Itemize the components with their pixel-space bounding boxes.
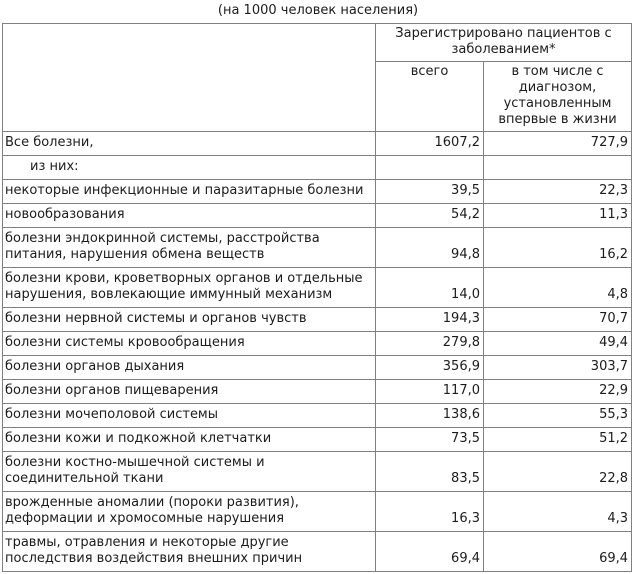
row-total-cell: 69,4 xyxy=(376,532,484,572)
row-label-cell: болезни мочеполовой системы xyxy=(3,404,376,428)
header-empty-cell xyxy=(3,24,376,132)
row-label-cell: болезни нервной системы и органов чувств xyxy=(3,308,376,332)
row-first-diagnosis-cell xyxy=(484,156,632,180)
table-row xyxy=(3,356,632,380)
morbidity-table xyxy=(2,23,632,572)
table-row xyxy=(3,308,632,332)
row-first-diagnosis-cell: 303,7 xyxy=(484,356,632,380)
header-total-cell: всего xyxy=(376,62,484,132)
table-row xyxy=(3,180,632,204)
table-row xyxy=(3,428,632,452)
row-label-cell: болезни костно-мышечной системы и соединительной ткани xyxy=(3,452,376,492)
table-row xyxy=(3,228,632,268)
table-row xyxy=(3,404,632,428)
table-row xyxy=(3,132,632,156)
row-label-cell: травмы, отравления и некоторые другие последствия воздействия внешних причин xyxy=(3,532,376,572)
row-label-cell: врожденные аномалии (пороки развития), деформации и хромосомные нарушения xyxy=(3,492,376,532)
row-label-cell: болезни эндокринной системы, расстройства питания, нарушения обмена веществ xyxy=(3,228,376,268)
header-group-cell: Зарегистрировано пациентов с заболеванием* xyxy=(376,24,632,62)
row-total-cell: 279,8 xyxy=(376,332,484,356)
row-label-cell: Все болезни, xyxy=(3,132,376,156)
row-total-cell: 14,0 xyxy=(376,268,484,308)
row-total-cell: 94,8 xyxy=(376,228,484,268)
row-label-cell: новообразования xyxy=(3,204,376,228)
row-first-diagnosis-cell: 22,3 xyxy=(484,180,632,204)
table-row xyxy=(3,492,632,532)
row-total-cell: 138,6 xyxy=(376,404,484,428)
table-body xyxy=(3,132,632,572)
row-total-cell: 16,3 xyxy=(376,492,484,532)
row-label-cell: болезни крови, кроветворных органов и отдельные нарушения, вовлекающие иммунный механизм xyxy=(3,268,376,308)
row-first-diagnosis-cell: 22,8 xyxy=(484,452,632,492)
table-caption: (на 1000 человек населения) xyxy=(217,3,419,18)
row-total-cell: 83,5 xyxy=(376,452,484,492)
row-first-diagnosis-cell: 4,3 xyxy=(484,492,632,532)
row-first-diagnosis-cell: 11,3 xyxy=(484,204,632,228)
row-first-diagnosis-cell: 51,2 xyxy=(484,428,632,452)
row-total-cell xyxy=(376,156,484,180)
row-label-cell: из них: xyxy=(3,156,376,180)
row-first-diagnosis-cell: 70,7 xyxy=(484,308,632,332)
table-row xyxy=(3,380,632,404)
row-label-cell: болезни системы кровообращения xyxy=(3,332,376,356)
row-first-diagnosis-cell: 55,3 xyxy=(484,404,632,428)
table-row xyxy=(3,452,632,492)
row-total-cell: 54,2 xyxy=(376,204,484,228)
row-total-cell: 39,5 xyxy=(376,180,484,204)
row-label-cell: болезни кожи и подкожной клетчатки xyxy=(3,428,376,452)
row-first-diagnosis-cell: 4,8 xyxy=(484,268,632,308)
row-first-diagnosis-cell: 69,4 xyxy=(484,532,632,572)
row-first-diagnosis-cell: 22,9 xyxy=(484,380,632,404)
table-row xyxy=(3,332,632,356)
row-total-cell: 117,0 xyxy=(376,380,484,404)
table-row xyxy=(3,156,632,180)
table-row xyxy=(3,268,632,308)
table-row xyxy=(3,204,632,228)
row-total-cell: 356,9 xyxy=(376,356,484,380)
row-label-cell: болезни органов пищеварения xyxy=(3,380,376,404)
row-first-diagnosis-cell: 16,2 xyxy=(484,228,632,268)
row-first-diagnosis-cell: 49,4 xyxy=(484,332,632,356)
header-first-diagnosis-cell: в том числе с диагнозом, установленным впервые в жизни xyxy=(484,62,632,132)
header-group-row xyxy=(3,24,632,62)
row-label-cell: некоторые инфекционные и паразитарные болезни xyxy=(3,180,376,204)
row-label-cell: болезни органов дыхания xyxy=(3,356,376,380)
row-first-diagnosis-cell: 727,9 xyxy=(484,132,632,156)
row-total-cell: 194,3 xyxy=(376,308,484,332)
table-row xyxy=(3,532,632,572)
row-total-cell: 1607,2 xyxy=(376,132,484,156)
row-total-cell: 73,5 xyxy=(376,428,484,452)
